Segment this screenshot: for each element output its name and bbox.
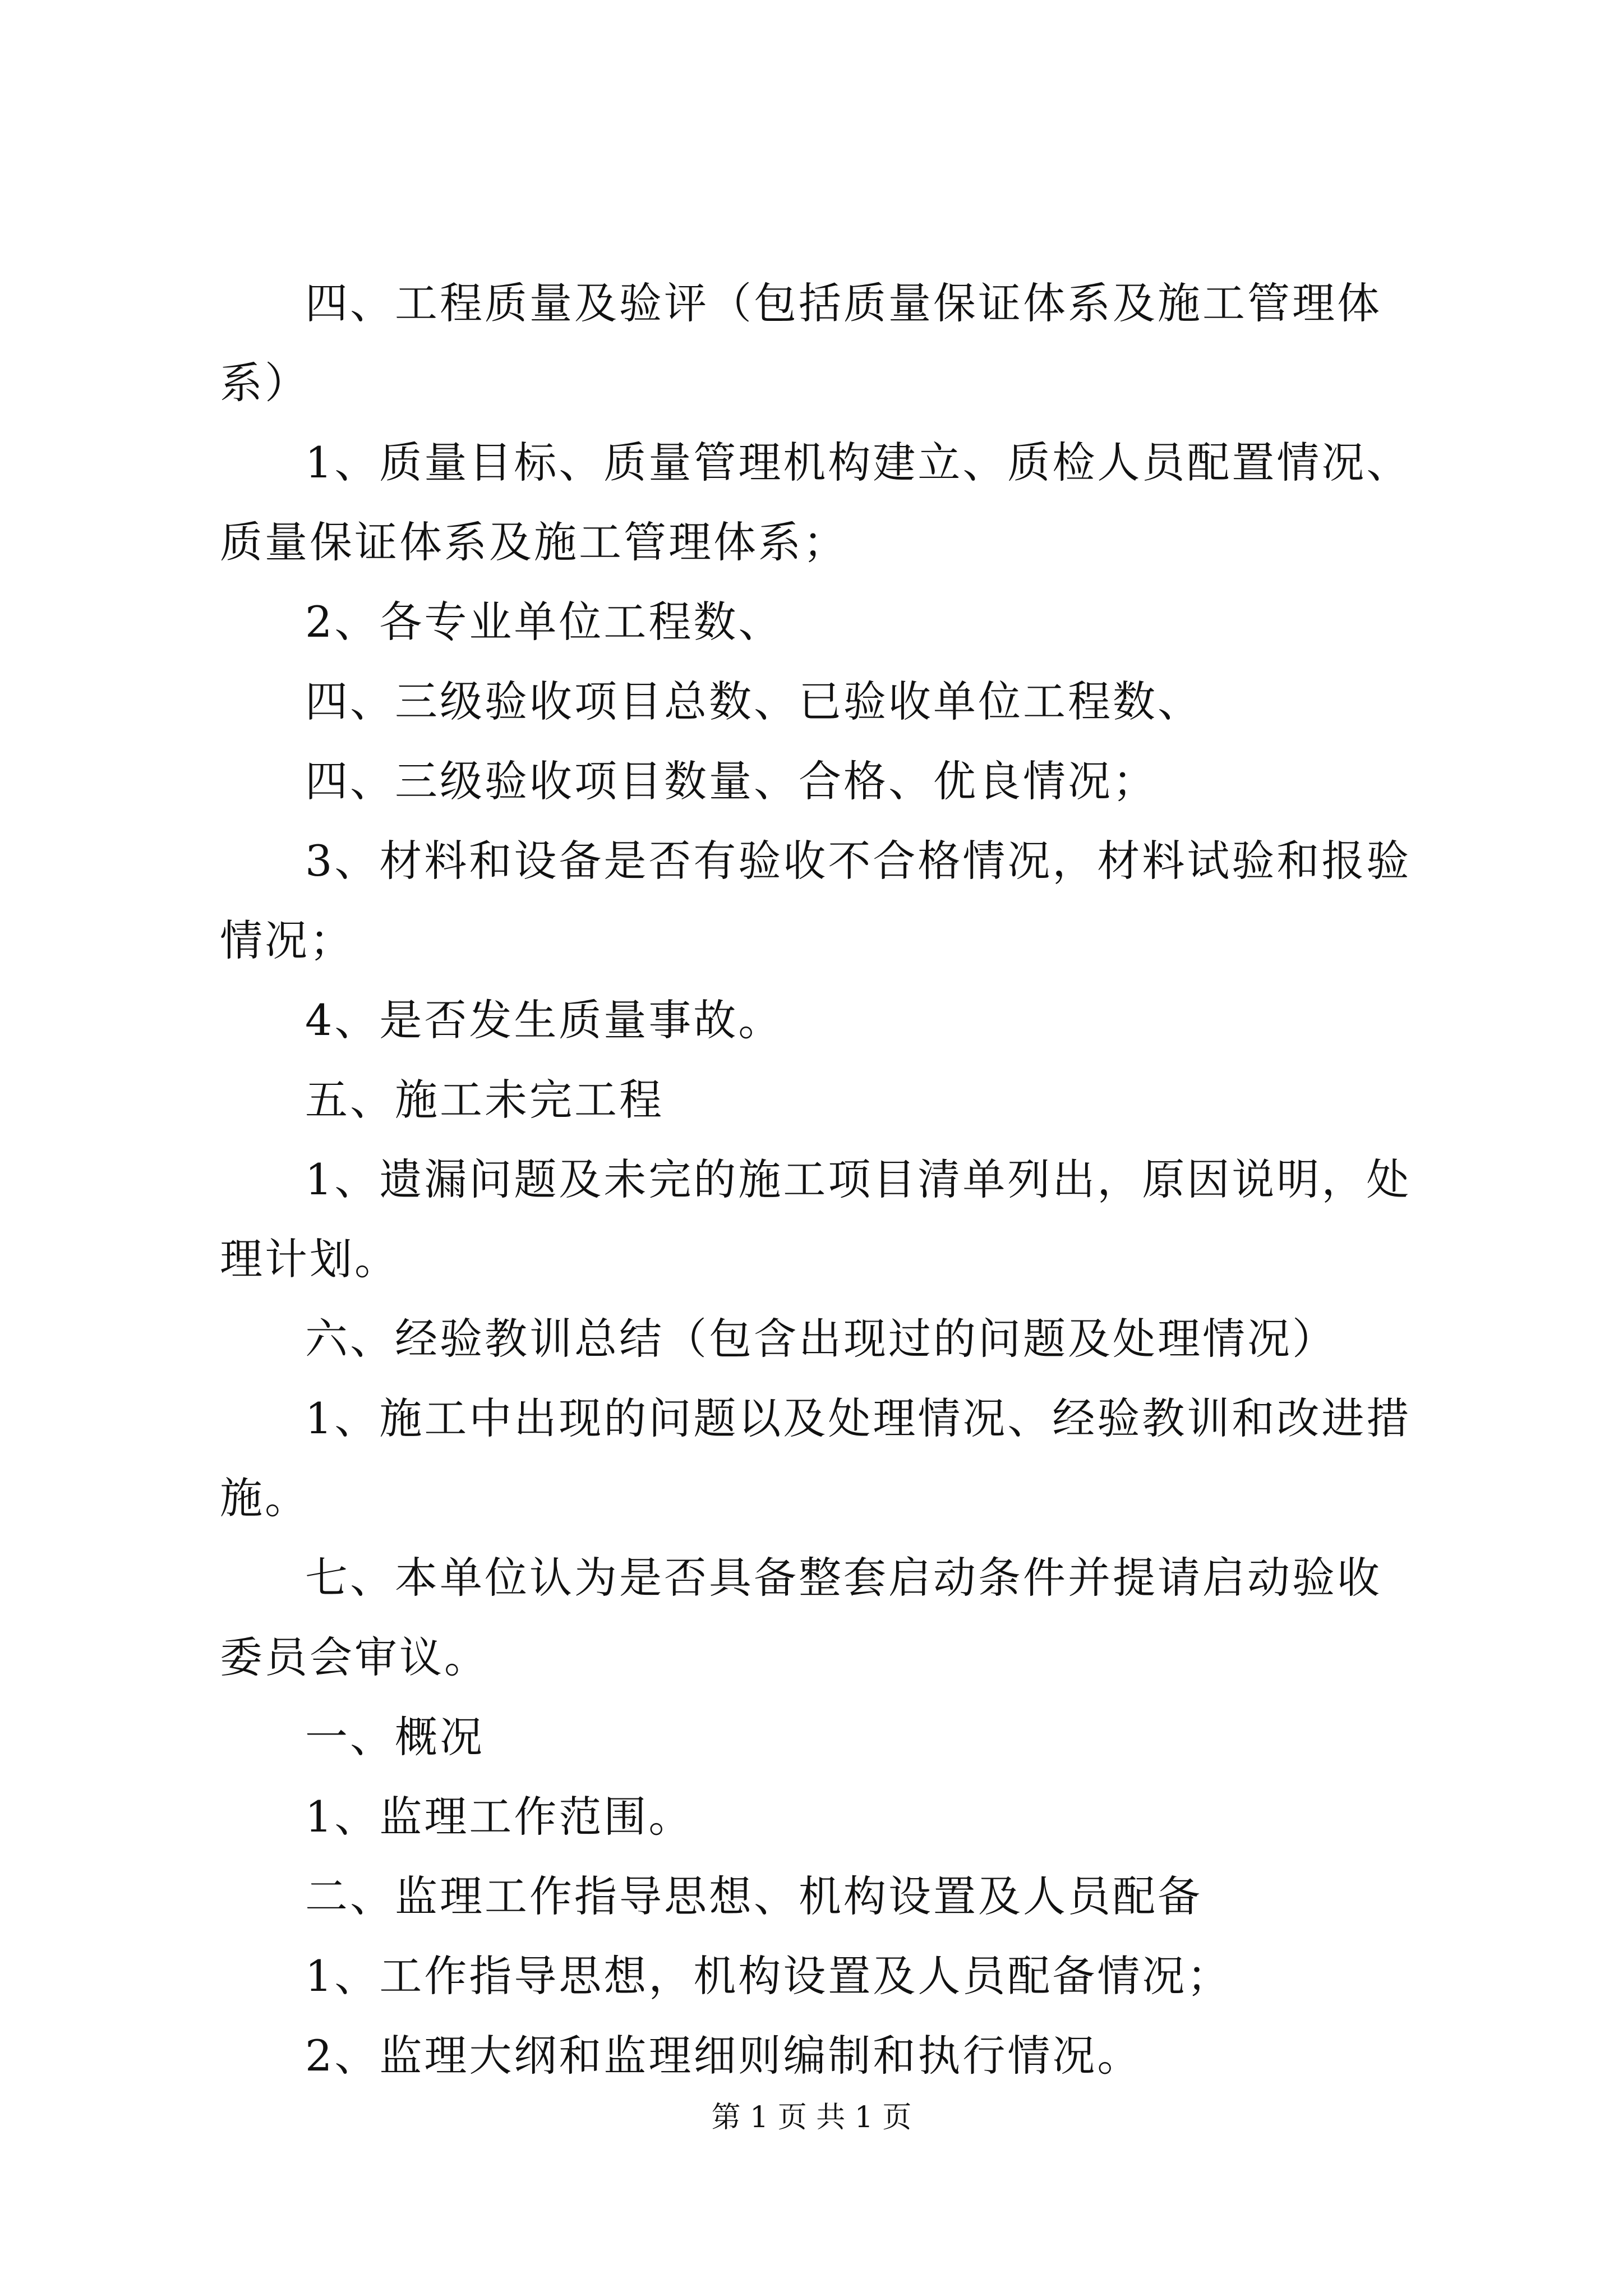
paragraph-quality-goals: 1、质量目标、质量管理机构建立、质检人员配置情况、质量保证体系及施工管理体系； xyxy=(220,438,1412,567)
document-body xyxy=(220,264,1426,2096)
paragraph-acceptance-quality: 四、三级验收项目数量、合格、优良情况； xyxy=(305,756,1158,806)
page-footer: 第 1 页 共 1 页 xyxy=(711,2101,912,2134)
paragraph-guiding-ideas: 1、工作指导思想，机构设置及人员配备情况； xyxy=(305,1951,1232,2001)
paragraph-section-5-heading: 五、施工未完工程 xyxy=(305,1075,664,1125)
paragraph-supervision-outline: 2、监理大纲和监理细则编制和执行情况。 xyxy=(305,2031,1142,2081)
paragraph-lessons-learned: 1、施工中出现的问题以及处理情况、经验教训和改进措施。 xyxy=(220,1393,1412,1523)
paragraph-quality-accidents: 4、是否发生质量事故。 xyxy=(305,995,783,1045)
paragraph-section-6-heading: 六、经验教训总结（包含出现过的问题及处理情况） xyxy=(305,1314,1337,1364)
paragraph-section-2-heading: 二、监理工作指导思想、机构设置及人员配备 xyxy=(305,1871,1202,1921)
paragraph-unit-projects: 2、各专业单位工程数、 xyxy=(305,597,783,647)
paragraph-supervision-scope: 1、监理工作范围。 xyxy=(305,1792,694,1842)
paragraph-acceptance-totals: 四、三级验收项目总数、已验收单位工程数、 xyxy=(305,677,1202,726)
paragraph-section-4-heading: 四、工程质量及验评（包括质量保证体系及施工管理体系） xyxy=(220,278,1382,408)
paragraph-section-1-overview: 一、概况 xyxy=(305,1712,485,1762)
paragraph-materials-equipment: 3、材料和设备是否有验收不合格情况，材料试验和报验情况； xyxy=(220,836,1412,965)
paragraph-section-7-startup: 七、本单位认为是否具备整套启动条件并提请启动验收委员会审议。 xyxy=(220,1553,1382,1682)
paragraph-outstanding-items: 1、遗漏问题及未完的施工项目清单列出，原因说明，处理计划。 xyxy=(220,1154,1412,1284)
